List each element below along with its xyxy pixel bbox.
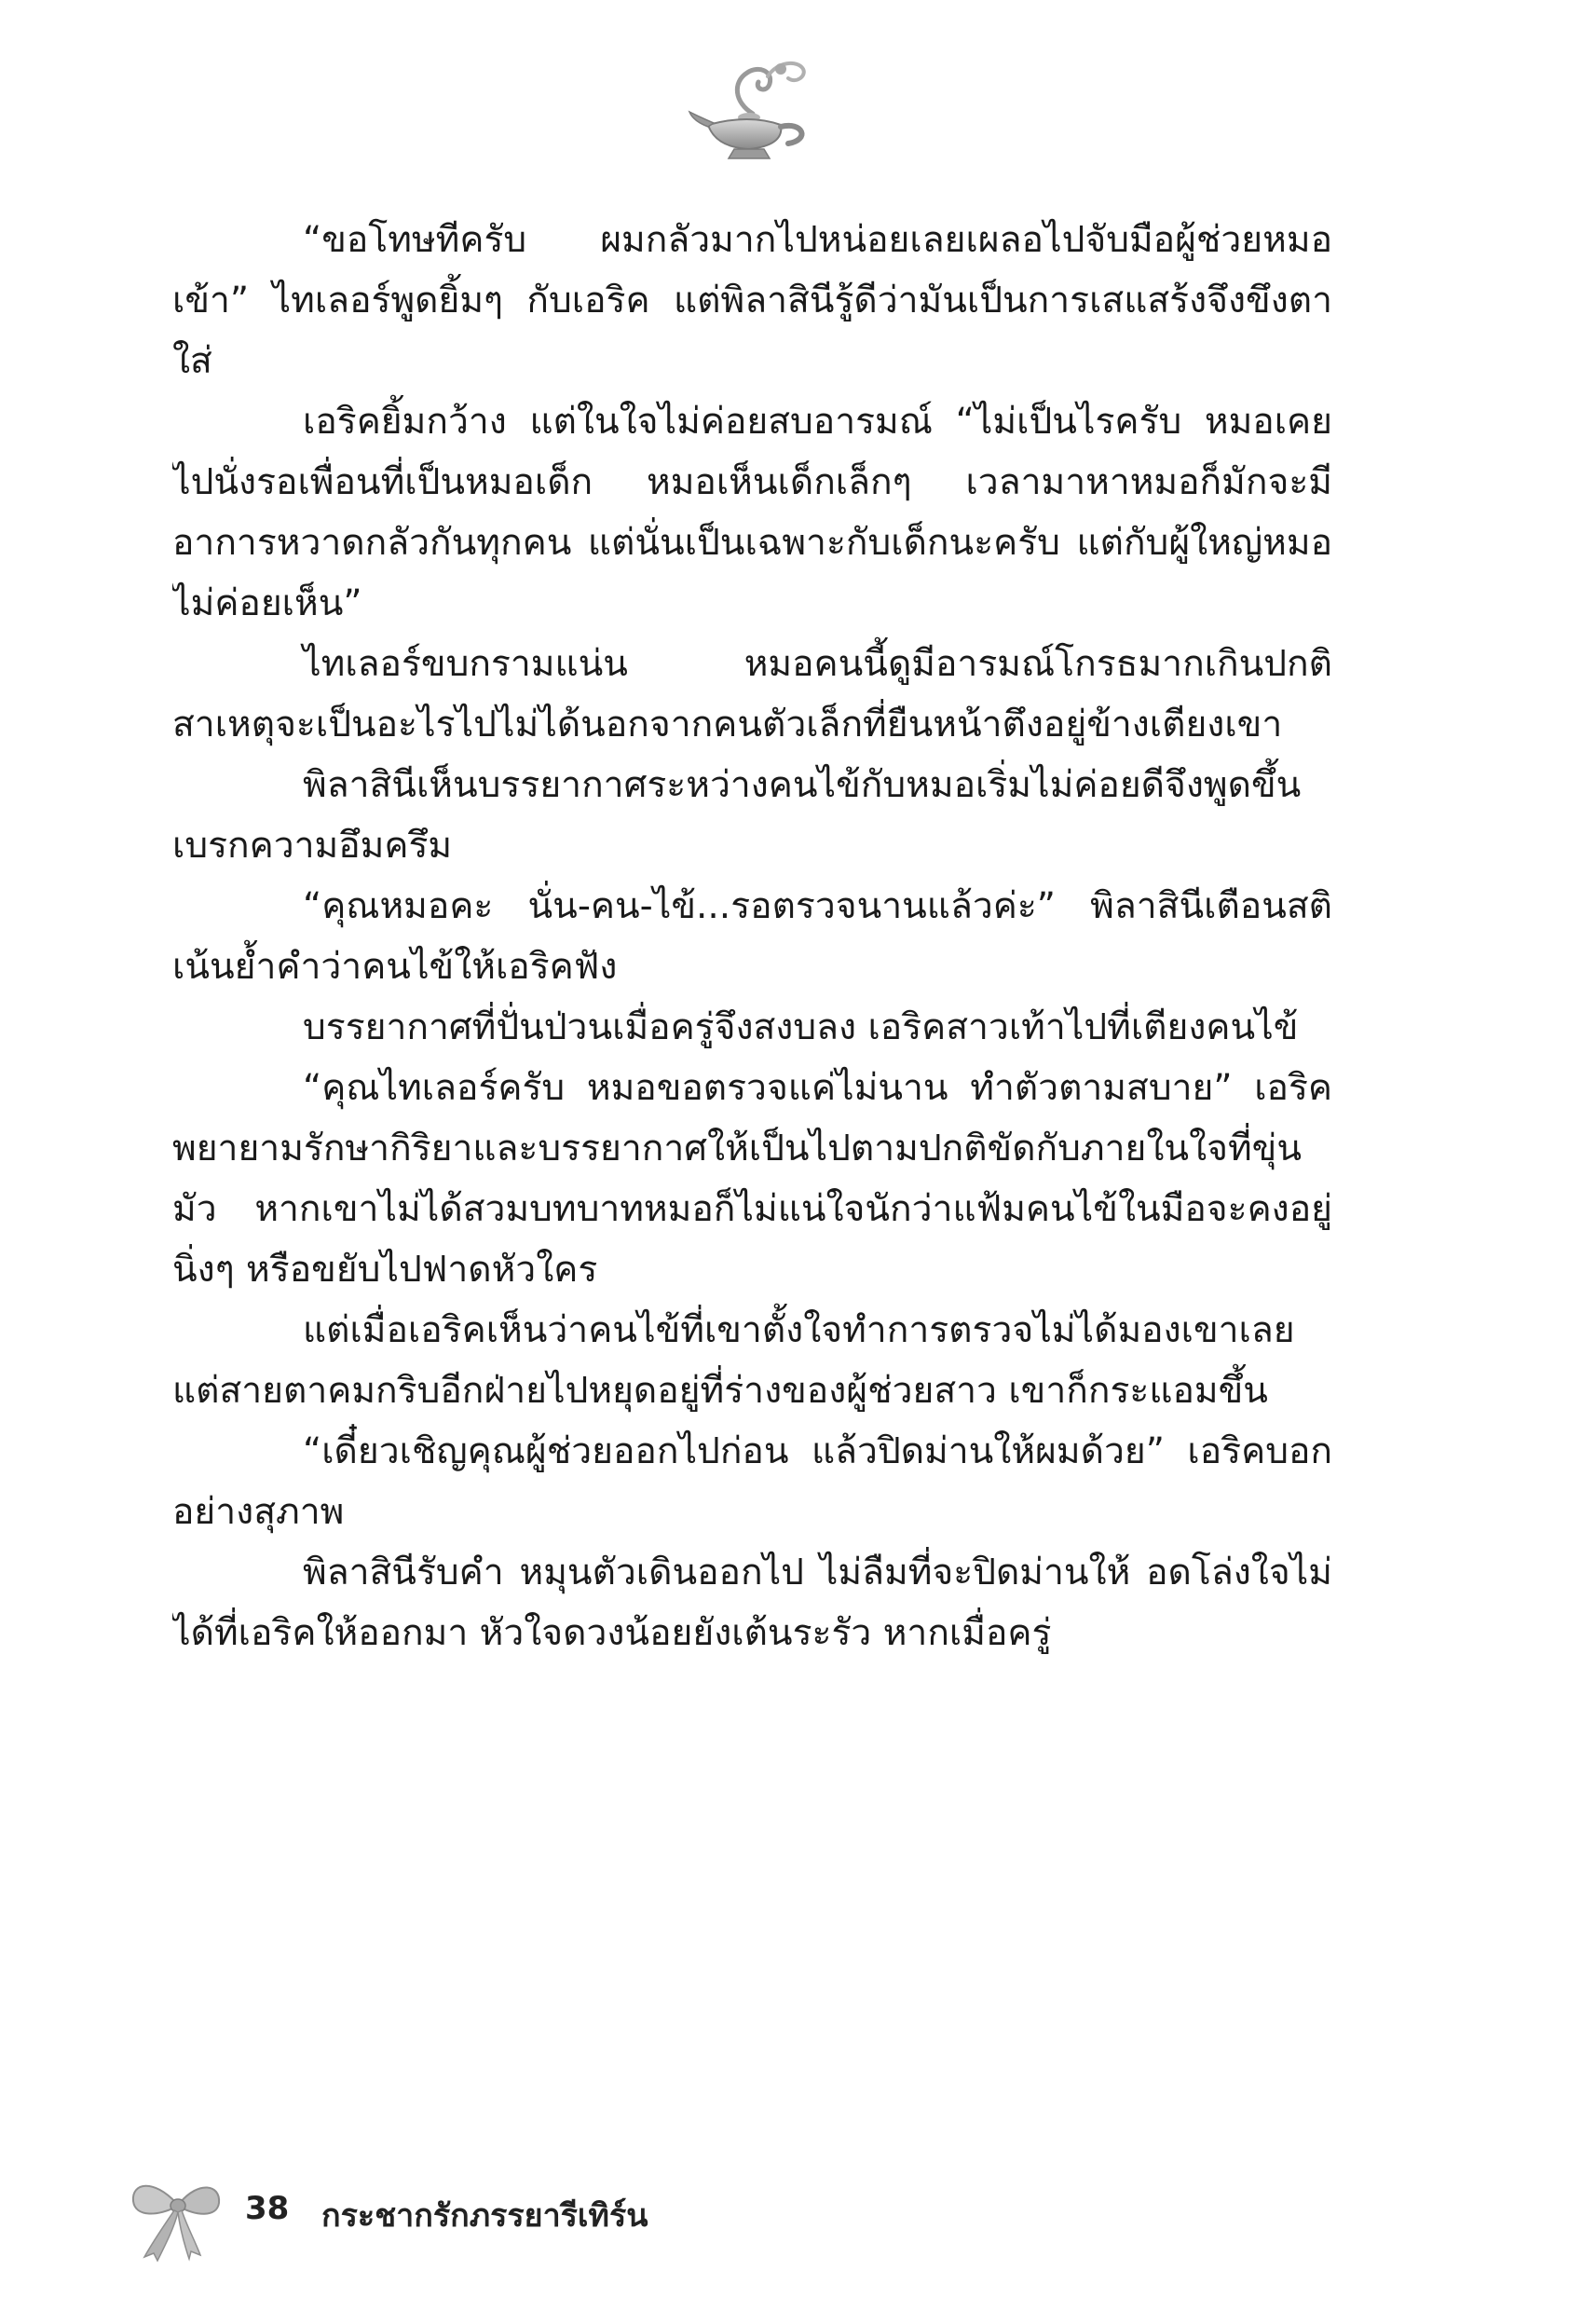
paragraph: แต่เมื่อเอริคเห็นว่าคนไข้ที่เขาตั้งใจทำการตรวจไม่ได้มองเขาเลย แต่สายตาคมกริบอีกฝ่ายไปหยุดอยู่ที่ร่างของผู้ช่วยสาว เขาก็กระแอมขึ้น bbox=[172, 1309, 1295, 1412]
paragraph: บรรยากาศที่ปั่นป่วนเมื่อครู่จึงสงบลง เอริคสาวเท้าไปที่เตียงคนไข้ bbox=[303, 1006, 1299, 1048]
paragraph: “ขอโทษทีครับ ผมกลัวมากไปหน่อยเลยเผลอไปจับมือผู้ช่วยหมอเข้า” ไทเลอร์พูดยิ้มๆ กับเอริค แต่พิลาสินีรู้ดีว่ามันเป็นการเสแสร้งจึงขึงตาใส่ bbox=[172, 219, 1332, 382]
genie-lamp-icon bbox=[688, 56, 827, 168]
page-number: 38 bbox=[245, 2190, 290, 2227]
paragraph: ไทเลอร์ขบกรามแน่น หมอคนนี้ดูมีอารมณ์โกรธมากเกินปกติ สาเหตุจะเป็นอะไรไปไม่ได้นอกจากคนตัวเล็กที่ยืนหน้าตึงอยู่ข้างเตียงเขา bbox=[172, 643, 1332, 745]
paragraph: เอริคยิ้มกว้าง แต่ในใจไม่ค่อยสบอารมณ์ “ไม่เป็นไรครับ หมอเคยไปนั่งรอเพื่อนที่เป็นหมอเด็ก หมอเห็นเด็กเล็กๆ เวลามาหาหมอก็มักจะมีอาการหวาดกลัวกันทุกคน แต่นั่นเป็นเฉพาะกับเด็กนะครับ แต่กับผู้ใหญ่หมอไม่ค่อยเห็น” bbox=[172, 401, 1332, 624]
paragraph: พิลาสินีรับคำ หมุนตัวเดินออกไป ไม่ลืมที่จะปิดม่านให้ อดโล่งใจไม่ได้ที่เอริคให้ออกมา หัวใจดวงน้อยยังเต้นระรัว หากเมื่อครู่ bbox=[172, 1552, 1332, 1654]
ribbon-bow-icon bbox=[126, 2162, 228, 2264]
paragraph: “คุณไทเลอร์ครับ หมอขอตรวจแค่ไม่นาน ทำตัวตามสบาย” เอริคพยายามรักษากิริยาและบรรยากาศให้เป็นไปตามปกติขัดกับภายในใจที่ขุ่นมัว หากเขาไม่ได้สวมบทบาทหมอก็ไม่แน่ใจนักว่าแฟ้มคนไข้ในมือจะคงอยู่นิ่งๆ หรือขยับไปฟาดหัวใคร bbox=[172, 1067, 1332, 1291]
page-footer bbox=[126, 2162, 871, 2264]
paragraph: พิลาสินีเห็นบรรยากาศระหว่างคนไข้กับหมอเริ่มไม่ค่อยดีจึงพูดขึ้นเบรกความอึมครึม bbox=[172, 764, 1302, 867]
text-body bbox=[172, 210, 1332, 2157]
book-title: กระชากรักภรรยารีเทิร์น bbox=[321, 2197, 648, 2235]
paragraph: “คุณหมอคะ นั่น-คน-ไข้...รอตรวจนานแล้วค่ะ” พิลาสินีเตือนสติ เน้นย้ำคำว่าคนไข้ให้เอริคฟัง bbox=[172, 885, 1332, 988]
paragraph: “เดี๋ยวเชิญคุณผู้ช่วยออกไปก่อน แล้วปิดม่านให้ผมด้วย” เอริคบอกอย่างสุภาพ bbox=[172, 1430, 1332, 1533]
